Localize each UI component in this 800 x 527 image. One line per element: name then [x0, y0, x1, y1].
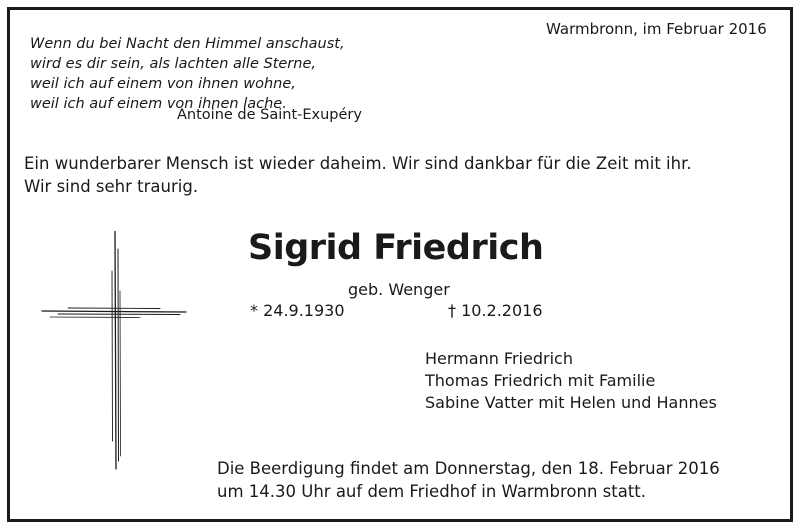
mourner: Thomas Friedrich mit Familie [425, 371, 656, 390]
mourner: Hermann Friedrich [425, 349, 573, 368]
poem-author: Antoine de Saint-Exupéry [177, 107, 362, 123]
funeral-line: um 14.30 Uhr auf dem Friedhof in Warmbronn statt. [217, 482, 647, 501]
mourner: Sabine Vatter mit Helen und Hannes [425, 393, 717, 412]
poem-line: weil ich auf einem von ihnen lache. [30, 96, 287, 112]
place-date: Warmbronn, im Februar 2016 [546, 20, 767, 38]
mourners-list [425, 348, 717, 414]
cross-icon [40, 231, 190, 471]
birth-date: * 24.9.1930 [250, 301, 345, 320]
maiden-name: geb. Wenger [348, 280, 450, 299]
poem [30, 34, 345, 114]
intro-line: Wir sind sehr traurig. [24, 177, 199, 196]
intro-line: Ein wunderbarer Mensch ist wieder daheim. Wir sind dankbar für die Zeit mit ihr. [24, 154, 692, 173]
poem-line: Wenn du bei Nacht den Himmel anschaust, [30, 36, 345, 52]
deceased-name: Sigrid Friedrich [248, 228, 544, 268]
notice-frame [7, 7, 793, 522]
poem-line: weil ich auf einem von ihnen wohne, [30, 76, 296, 92]
funeral-info [217, 457, 720, 503]
funeral-line: Die Beerdigung findet am Donnerstag, den 18. Februar 2016 [217, 459, 720, 478]
intro-text [24, 152, 692, 198]
death-date: † 10.2.2016 [448, 301, 543, 320]
poem-line: wird es dir sein, als lachten alle Sterne, [30, 56, 316, 72]
